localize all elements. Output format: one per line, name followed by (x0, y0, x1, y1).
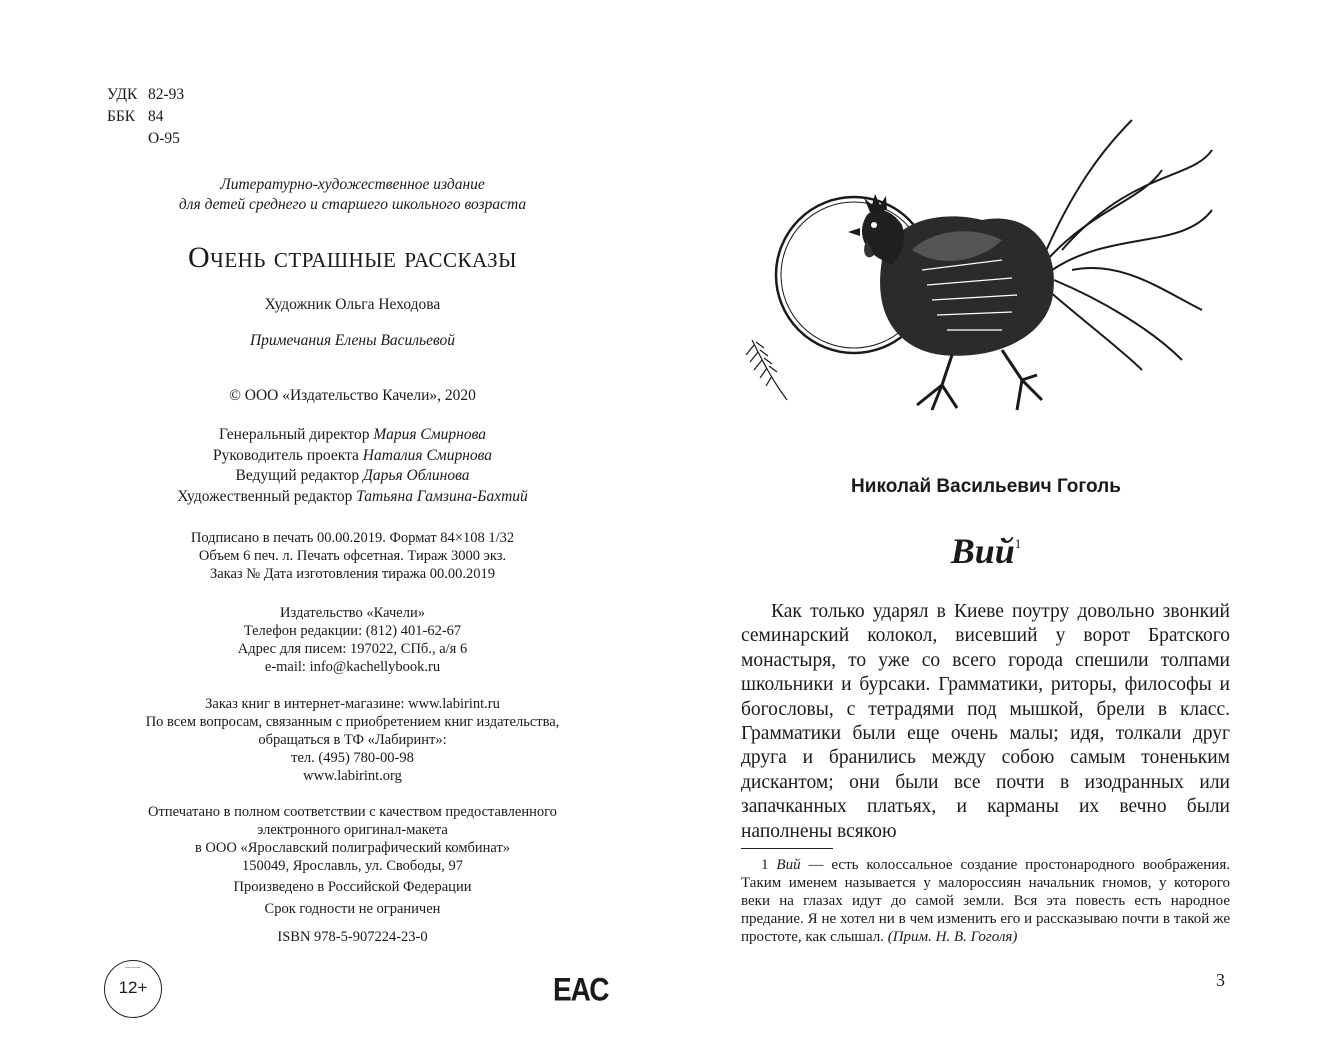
body-paragraph: Как только ударял в Киеве поутру довольно звонкий семинарский колокол, висевший у ворот Братского монастыря, то уже со всего города спешили толпами школьники и бурсаки. Грамматики, риторы, философы и богословы, с тетрадями под мышкой, брели в класс. Грамматики были еще очень малы; идя, толкали друг друга и бранились между собою самым тоненьким дискантом; они были все почти в изодранных или запачканных платьях, и карманы их вечно были наполнены всякою (741, 601, 1230, 842)
made-in: Произведено в Российской Федерации (233, 879, 472, 895)
order-line: тел. (495) 780-00-98 (291, 750, 414, 766)
print-line: Подписано в печать 00.00.2019. Формат 84×108 1/32 (190, 530, 515, 546)
story-author: Николай Васильевич Гоголь (851, 476, 1121, 497)
printer-line: электронного оригинал-макета (257, 822, 448, 838)
artist-credit: Художник Ольга Неходова (264, 296, 441, 313)
print-info (80, 529, 625, 583)
footnote-term: Вий (776, 857, 801, 873)
publisher-email: e-mail: info@kachellybook.ru (264, 659, 441, 675)
footnote-number: 1 (761, 857, 769, 873)
author-mark: О-95 (148, 130, 180, 147)
publisher-contacts (80, 604, 625, 676)
print-line: Заказ № Дата изготовления тиража 00.00.2019 (209, 566, 496, 582)
publisher-phone: Телефон редакции: (812) 401-62-67 (243, 623, 462, 639)
footnote (741, 856, 1230, 946)
staff-list (80, 425, 625, 507)
book-title: Очень страшные рассказы (188, 241, 517, 274)
bbk-label: ББК (107, 108, 136, 125)
footnote-paragraph (741, 856, 1230, 946)
footnote-marker: 1 (1014, 536, 1022, 551)
eac-conformity-mark: ЕАС (553, 971, 609, 1008)
left-page-imprint (0, 0, 668, 1045)
order-line: обращаться в ТФ «Лабиринт»: (258, 732, 447, 748)
edition-type-line: для детей среднего и старшего школьного возраста (178, 196, 527, 213)
print-line: Объем 6 печ. л. Печать офсетная. Тираж 3000 экз. (198, 548, 507, 564)
age-rating-text: 12+ (118, 978, 148, 997)
isbn: ISBN 978-5-907224-23-0 (277, 929, 428, 945)
page-number: 3 (1216, 970, 1225, 990)
printer-line: в ООО «Ярославский полиграфический комбинат» (194, 840, 511, 856)
staff-line: Генеральный директор Мария Смирнова (219, 426, 486, 443)
copyright-line: © ООО «Издательство Качели», 2020 (229, 387, 476, 404)
printer-info (80, 803, 625, 875)
footnote-source: (Прим. Н. В. Гоголя) (887, 929, 1018, 945)
udk-value: 82-93 (148, 86, 185, 103)
story-title (740, 530, 1232, 572)
story-title-text: Вий (950, 531, 1015, 571)
staff-line: Ведущий редактор Дарья Облинова (235, 467, 470, 484)
story-body (741, 600, 1230, 844)
age-rating-badge: ——— 12+ (104, 960, 162, 1018)
order-info (80, 695, 625, 785)
edition-type-line: Литературно-художественное издание (220, 176, 485, 193)
order-line: Заказ книг в интернет-магазине: www.labirint.ru (205, 696, 500, 712)
rooster-illustration (742, 110, 1232, 435)
shelf-life: Срок годности не ограничен (264, 901, 441, 917)
staff-line: Художественный редактор Татьяна Гамзина-Бахтий (177, 487, 528, 505)
classification-block (107, 84, 184, 150)
footnote-divider (741, 848, 833, 849)
printer-line: Отпечатано в полном соответствии с качеством предоставленного (148, 804, 557, 820)
printer-line: 150049, Ярославль, ул. Свободы, 97 (242, 858, 463, 874)
order-line: www.labirint.org (303, 768, 402, 784)
order-line: По всем вопросам, связанным с приобретением книг издательства, (145, 714, 560, 730)
notes-credit: Примечания Елены Васильевой (249, 332, 456, 349)
edition-type (80, 175, 625, 215)
staff-line: Руководитель проекта Наталия Смирнова (212, 446, 493, 464)
publisher-address: Адрес для писем: 197022, СПб., а/я 6 (237, 641, 468, 657)
publisher-name: Издательство «Качели» (280, 605, 425, 621)
udk-label: УДК (107, 86, 138, 103)
bbk-value: 84 (148, 108, 164, 125)
footnote-text: — есть колоссальное создание простонародного воображения. Таким именем называется у малороссиян начальник гномов, у которого веки на глазах идут до самой земли. Вся эта повесть есть народное предание. Я не хотел ни в чем изменить его и рассказываю почти в такой же простоте, как слышал. (741, 857, 1230, 945)
